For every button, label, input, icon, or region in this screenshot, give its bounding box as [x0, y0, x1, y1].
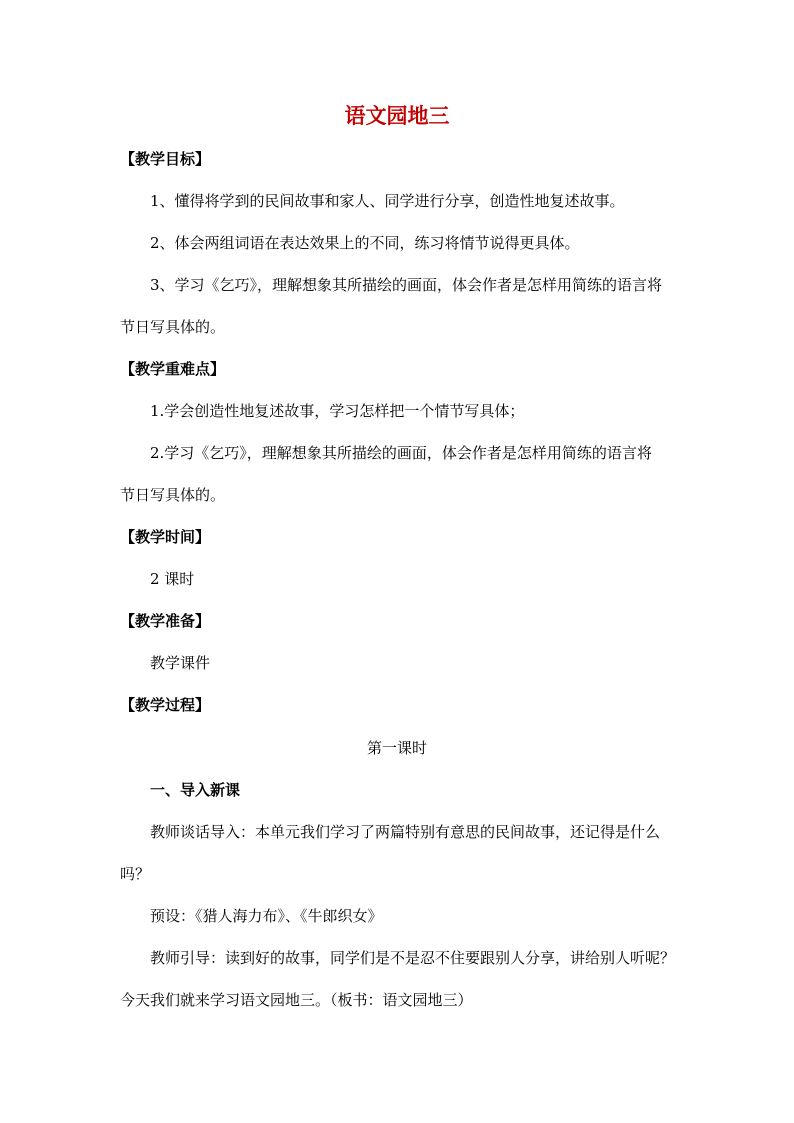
paragraph-1-line-1: 教师谈话导入：本单元我们学习了两篇特别有意思的民间故事，还记得是什么 — [150, 823, 661, 841]
paragraph-1-line-2: 吗？ — [120, 865, 151, 883]
part1-title: 一、导入新课 — [150, 781, 241, 799]
key-points-heading: 【教学重难点】 — [120, 360, 226, 378]
key-point-item-1: 1.学会创造性地复述故事，学习怎样把一个情节写具体； — [150, 402, 525, 420]
paragraph-3-line-1: 教师引导：读到好的故事，同学们是不是忍不住要跟别人分享，讲给别人听呢？ — [150, 949, 676, 967]
paragraph-3-line-2: 今天我们就来学习语文园地三。（板书：语文园地三） — [120, 991, 473, 1009]
document-title: 语文园地三 — [344, 103, 450, 128]
preparation-heading: 【教学准备】 — [120, 612, 211, 630]
process-heading: 【教学过程】 — [120, 696, 211, 714]
preparation-value: 教学课件 — [150, 654, 211, 672]
time-heading: 【教学时间】 — [120, 528, 211, 546]
goal-item-2: 2、体会两组词语在表达效果上的不同，练习将情节说得更具体。 — [150, 234, 580, 252]
key-point-item-2-line-1: 2.学习《乞巧》，理解想象其所描绘的画面，体会作者是怎样用简练的语言将 — [150, 444, 652, 462]
lesson-title: 第一课时 — [366, 739, 427, 757]
key-point-item-2-line-2: 节日写具体的。 — [120, 486, 226, 504]
goals-heading: 【教学目标】 — [120, 150, 211, 168]
goal-item-3-line-1: 3、学习《乞巧》，理解想象其所描绘的画面，体会作者是怎样用简练的语言将 — [150, 276, 663, 294]
time-value: 2 课时 — [150, 570, 195, 588]
paragraph-2: 预设：《猎人海力布》、《牛郎织女》 — [150, 907, 383, 925]
goal-item-3-line-2: 节日写具体的。 — [120, 318, 226, 336]
goal-item-1: 1、懂得将学到的民间故事和家人、同学进行分享，创造性地复述故事。 — [150, 192, 625, 210]
